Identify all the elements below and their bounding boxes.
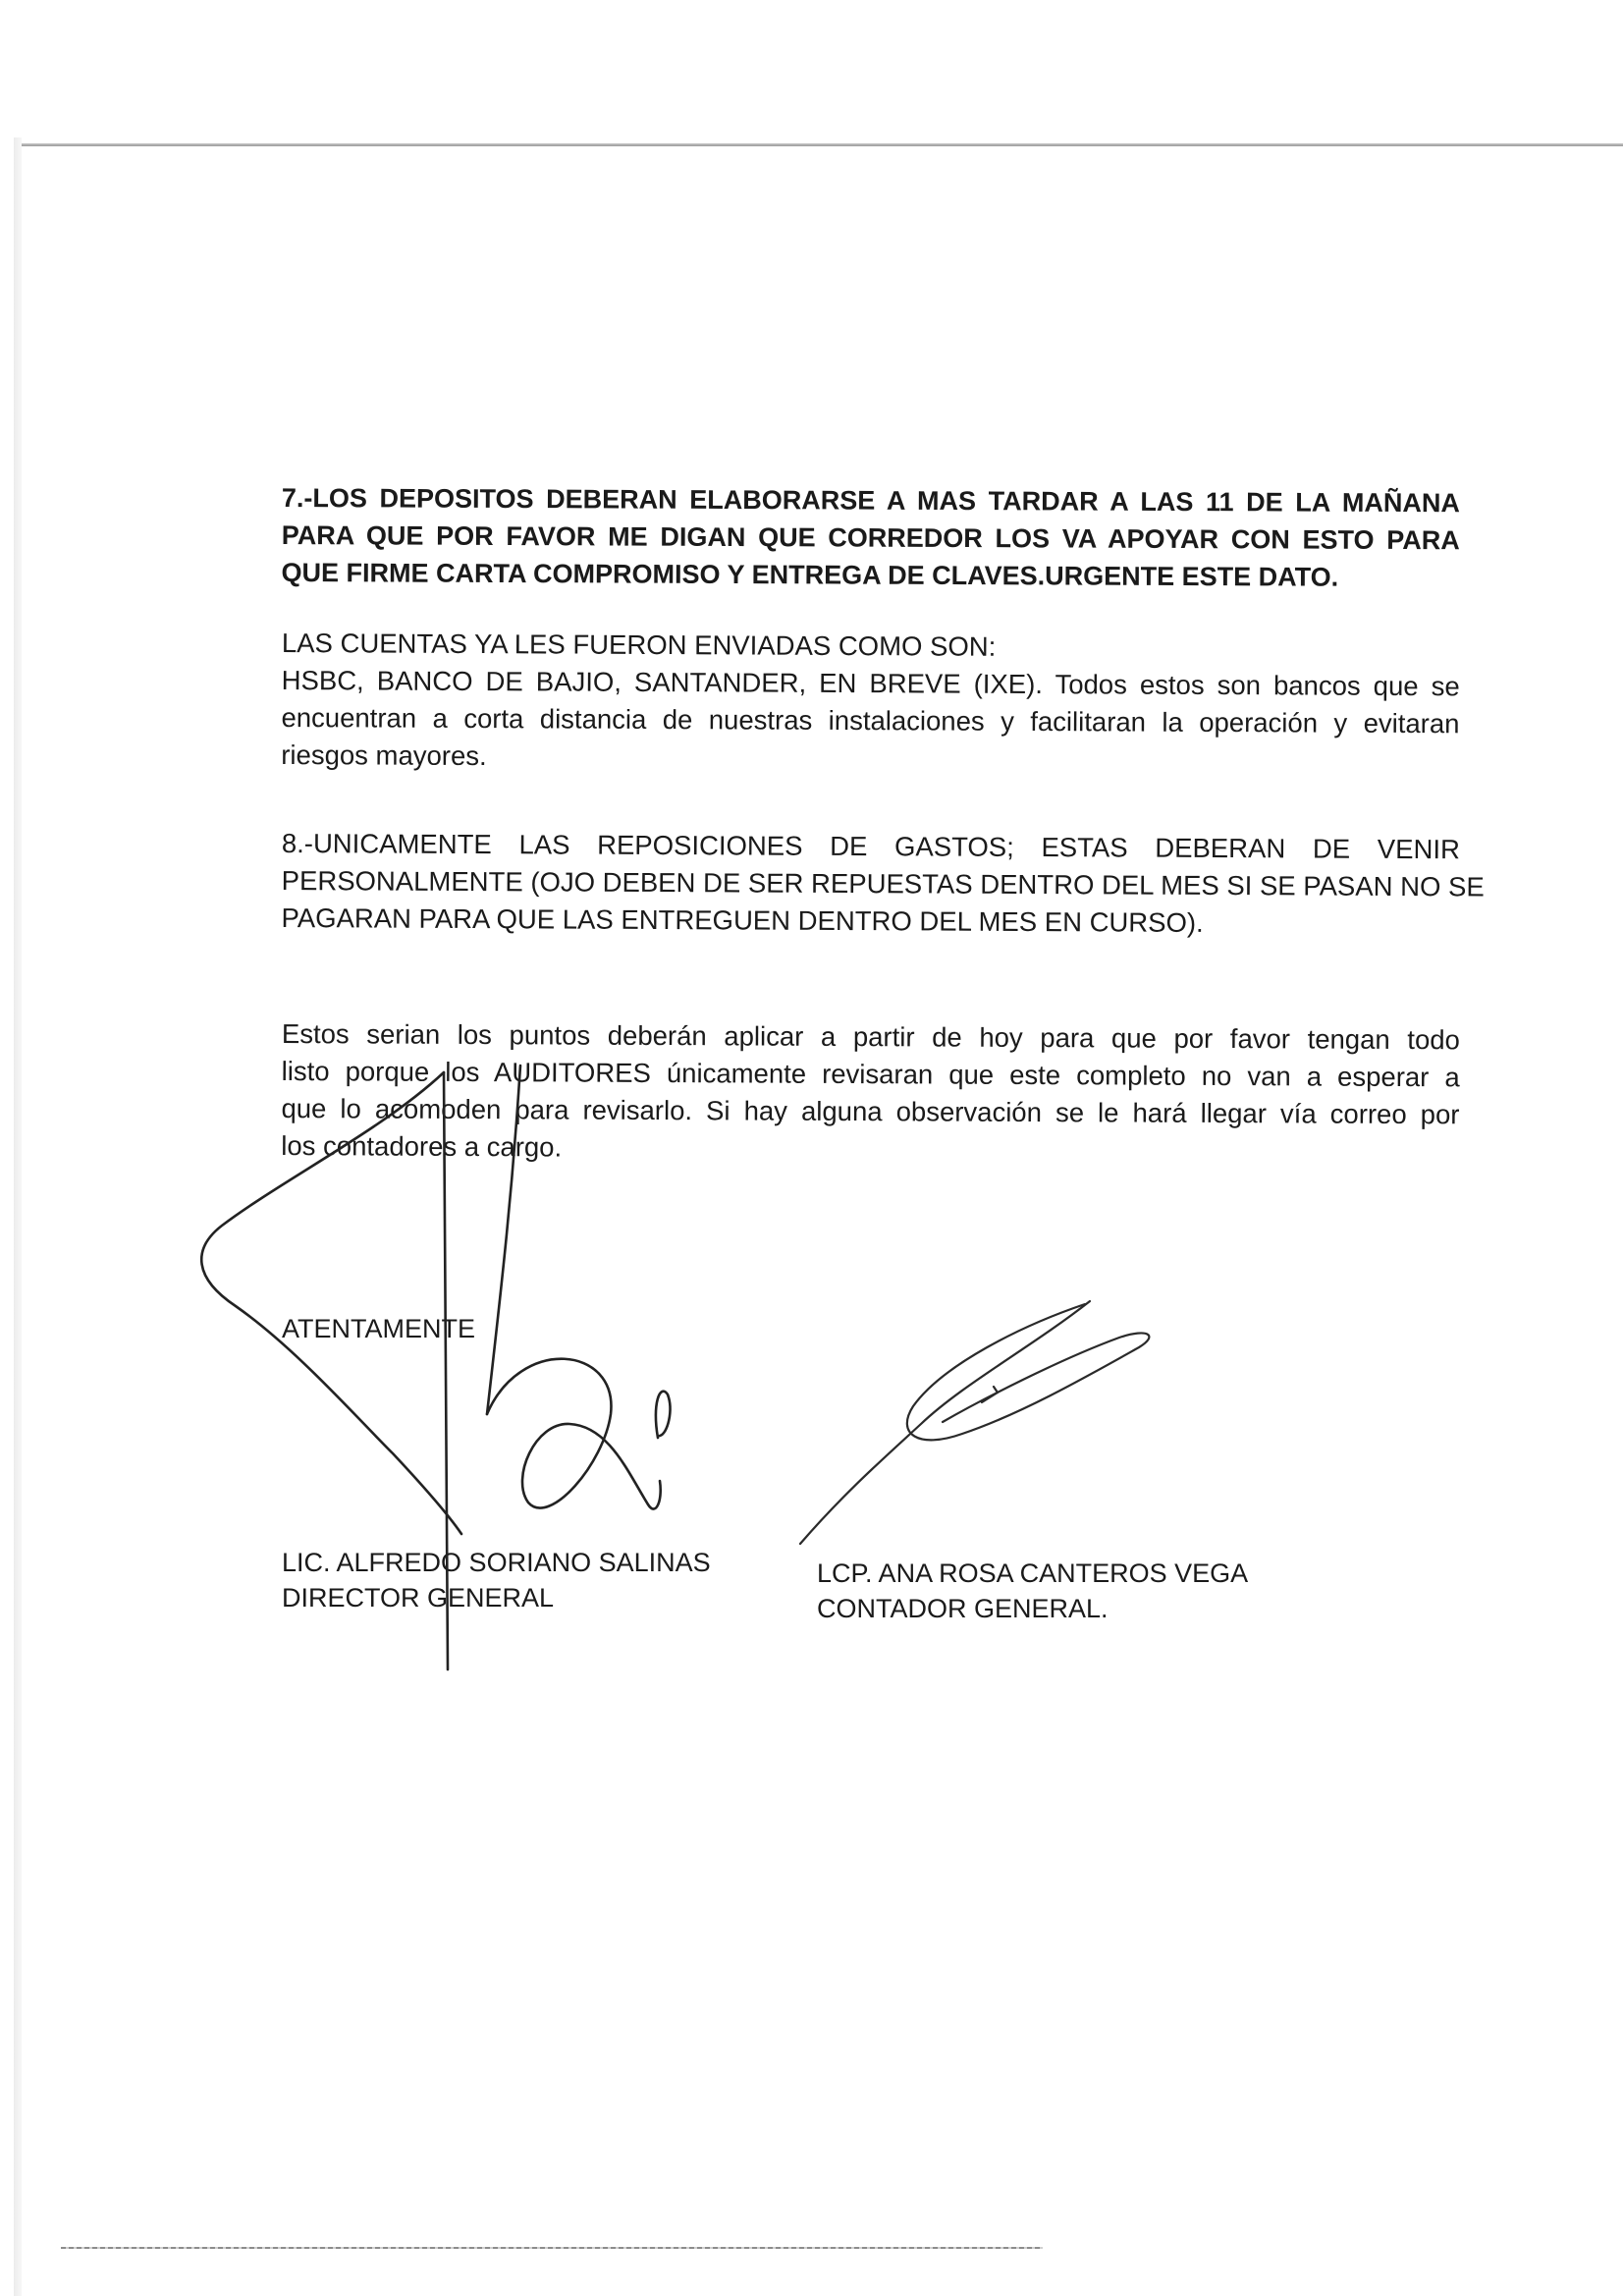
paragraph-7-line: 7.-LOS DEPOSITOS DEBERAN ELABORARSE A MAS TARDAR A LAS 11 DE LA MAÑANA bbox=[281, 482, 1460, 519]
accounts-line: HSBC, BANCO DE BAJIO, SANTANDER, EN BREVE (IXE). Todos estos son bancos que se bbox=[281, 664, 1460, 702]
paragraph-8-line: PERSONALMENTE (OJO DEBEN DE SER REPUESTAS DENTRO DEL MES SI SE PASAN NO SE bbox=[281, 864, 1485, 902]
paragraph-7-line: PARA QUE POR FAVOR ME DIGAN QUE CORREDOR LOS VA APOYAR CON ESTO PARA bbox=[281, 519, 1460, 556]
scan-top-line bbox=[22, 143, 1623, 146]
paragraph-7-line: QUE FIRME CARTA COMPROMISO Y ENTREGA DE CLAVES.URGENTE ESTE DATO. bbox=[281, 557, 1339, 592]
accounts-line: riesgos mayores. bbox=[281, 738, 487, 772]
paragraph-8-line: PAGARAN PARA QUE LAS ENTREGUEN DENTRO DEL MES EN CURSO). bbox=[281, 902, 1204, 938]
closing-line: los contadores a cargo. bbox=[281, 1129, 563, 1163]
paragraph-8-line: 8.-UNICAMENTE LAS REPOSICIONES DE GASTOS; ESTAS DEBERAN DE VENIR bbox=[281, 827, 1460, 865]
accounts-line: LAS CUENTAS YA LES FUERON ENVIADAS COMO SON: bbox=[281, 627, 997, 662]
signer-2-title: CONTADOR GENERAL. bbox=[817, 1594, 1109, 1623]
signer-1-title: DIRECTOR GENERAL bbox=[282, 1583, 555, 1613]
scan-bottom-line bbox=[61, 2247, 1043, 2249]
closing-line: Estos serian los puntos deberán aplicar a partir de hoy para que por favor tengan todo bbox=[281, 1018, 1460, 1056]
closing-paragraph bbox=[281, 1015, 1460, 1171]
signer-1-name: LIC. ALFREDO SORIANO SALINAS bbox=[282, 1548, 711, 1577]
closing-line: listo porque los AUDITORES únicamente revisaran que este completo no van a esperar a bbox=[281, 1055, 1460, 1093]
accounts-line: encuentran a corta distancia de nuestras instalaciones y facilitaran la operación y evitaran bbox=[281, 701, 1460, 739]
scan-left-edge bbox=[14, 137, 22, 2296]
paragraph-7 bbox=[282, 479, 1460, 596]
signature-2 bbox=[800, 1301, 1149, 1544]
accounts-paragraph bbox=[281, 625, 1460, 780]
signer-2-name: LCP. ANA ROSA CANTEROS VEGA bbox=[817, 1558, 1249, 1588]
closing-line: que lo acomoden para revisarlo. Si hay alguna observación se le hará llegar vía correo por bbox=[281, 1092, 1460, 1130]
paragraph-8 bbox=[281, 825, 1485, 943]
salutation: ATENTAMENTE bbox=[282, 1314, 476, 1343]
